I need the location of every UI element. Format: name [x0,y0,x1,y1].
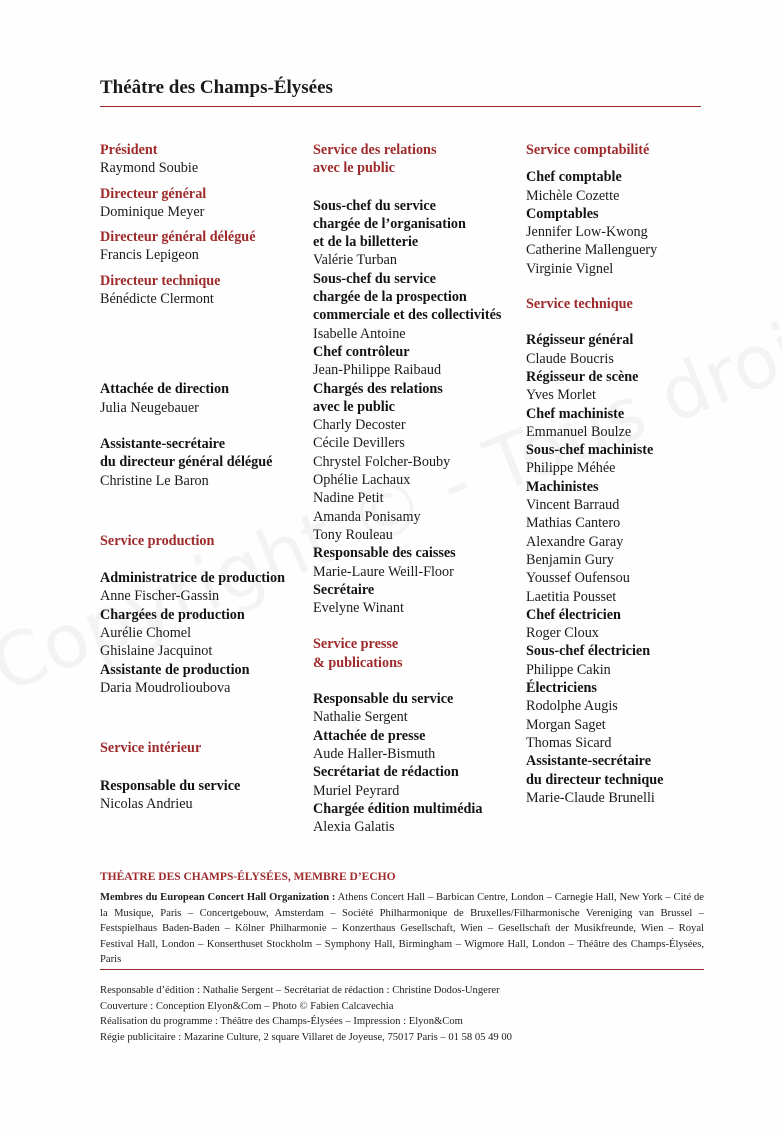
echo-heading: THÉATRE DES CHAMPS-ÉLYSÉES, MEMBRE D’ECHO [100,871,396,883]
credit-line: Régie publicitaire : Mazarine Culture, 2 square Villaret de Joyeuse, 75017 Paris – 01 58 05 49 00 [100,1031,512,1043]
job-title: Secrétariat de rédaction [313,764,459,781]
staff-name: Nathalie Sergent [313,709,408,726]
staff-name: Catherine Mallenguery [526,242,658,259]
role-heading: Directeur général délégué [100,229,256,246]
staff-name: Marie-Claude Brunelli [526,789,655,806]
staff-name: Valérie Turban [313,252,397,269]
credit-line: Couverture : Conception Elyon&Com – Photo © Fabien Calcavechia [100,1000,394,1012]
staff-name: Virginie Vignel [526,260,614,277]
job-title: Attachée de presse [313,727,426,744]
spacer [100,221,300,228]
spacer [100,308,300,380]
job-title: Assistante-secrétaire [526,753,652,770]
spacer [100,758,300,777]
job-title: Responsable du service [100,777,241,794]
staff-name: Daria Moudrolioubova [100,679,231,696]
staff-column-2 [313,141,513,836]
spacer [313,617,513,635]
job-title: chargée de l’organisation [313,215,466,232]
staff-name: Benjamin Gury [526,551,614,568]
staff-name: Tony Rouleau [313,526,393,543]
job-title: Chef machiniste [526,405,625,422]
staff-name: Rodolphe Augis [526,698,618,715]
job-title: Comptables [526,205,599,222]
staff-name: Emmanuel Boulze [526,423,632,440]
role-heading: Directeur général [100,185,207,202]
job-title: Assistante de production [100,661,250,678]
job-title: du directeur général délégué [100,454,273,471]
credits [100,983,704,1045]
staff-name: Muriel Peyrard [313,782,400,799]
staff-name: Laetitia Pousset [526,588,617,605]
spacer [526,159,726,168]
job-title: Machinistes [526,478,599,495]
job-title: Sous-chef du service [313,197,436,214]
section-heading: Service des relations [313,142,437,158]
job-title: Sous-chef électricien [526,643,651,660]
job-title: Régisseur général [526,332,634,349]
staff-name: Julia Neugebauer [100,399,199,416]
job-title: Secrétaire [313,581,375,598]
job-title: Sous-chef du service [313,270,436,287]
section-heading: Service intérieur [100,740,202,757]
staff-name: Ophélie Lachaux [313,472,411,489]
staff-name: Philippe Cakin [526,661,611,678]
job-title: du directeur technique [526,771,664,788]
staff-name: Dominique Meyer [100,203,205,220]
staff-name: Philippe Méhée [526,460,616,477]
job-title: et de la billetterie [313,234,419,251]
spacer [100,265,300,272]
staff-name: Christine Le Baron [100,472,209,489]
staff-name: Alexia Galatis [313,819,395,836]
staff-name: Mathias Cantero [526,515,621,532]
staff-name: Charly Decoster [313,417,406,434]
staff-name: Aude Haller-Bismuth [313,745,436,762]
section-heading: Service comptabilité [526,142,650,158]
staff-name: Morgan Saget [526,716,606,733]
staff-name: Yves Morlet [526,387,596,404]
section-heading: Service production [100,532,215,549]
staff-name: Claude Boucris [526,350,614,367]
spacer [313,672,513,690]
job-title: commerciale et des collectivités [313,307,502,324]
staff-name: Cécile Devillers [313,435,405,452]
staff-name: Vincent Barraud [526,497,620,514]
job-title: Chargée édition multimédia [313,800,483,817]
spacer [100,178,300,185]
staff-name: Nicolas Andrieu [100,795,193,812]
echo-members [100,890,704,968]
credit-line: Responsable d’édition : Nathalie Sergent – Secrétariat de rédaction : Christine Dodos-Ungerer [100,985,500,996]
credits-divider [100,969,704,970]
spacer [526,278,726,295]
staff-name: Nadine Petit [313,490,384,507]
page-title: Théâtre des Champs-Élysées [100,77,333,98]
echo-list: Athens Concert Hall – Barbican Centre, London – Carnegie Hall, New York – Cité de la Musique, Paris – Concertgebouw, Amsterdam – Société Philharmonique de Bruxelles/Filharmonische Vereniging van Brussel – Festspielhaus Baden-Baden – Kölner Philharmonie – Konzerthaus Gesellschaft, Wien – Gesellschaft der Musikfreunde, Wien – Royal Festival Hall, London – Konserthuset Stockholm – Symphony Hall, Birmingham – Wigmore Hall, London – Théâtre des Champs-Élysées, Paris [100,892,704,966]
staff-name: Bénédicte Clermont [100,291,214,308]
staff-column-3 [526,141,726,807]
staff-name: Evelyne Winant [313,600,404,617]
staff-name: Francis Lepigeon [100,247,199,264]
job-title: Chargées de production [100,606,245,623]
job-title: Assistante-secrétaire [100,435,226,452]
staff-name: Jean-Philippe Raibaud [313,362,442,379]
section-heading: Service technique [526,296,633,313]
staff-name: Roger Cloux [526,625,599,642]
role-heading: Président [100,142,158,158]
job-title: Administratrice de production [100,570,285,587]
staff-name: Marie-Laure Weill-Floor [313,563,454,580]
job-title: Sous-chef machiniste [526,442,654,459]
credit-line: Réalisation du programme : Théâtre des Champs-Élysées – Impression : Elyon&Com [100,1016,463,1028]
job-title: chargée de la prospection [313,289,467,306]
job-title: Chef comptable [526,169,622,186]
staff-name: Thomas Sicard [526,734,612,751]
job-title: Chef électricien [526,606,621,623]
job-title: avec le public [313,398,395,415]
spacer [100,550,300,569]
staff-name: Isabelle Antoine [313,325,406,342]
section-heading: avec le public [313,160,395,177]
staff-name: Amanda Ponisamy [313,508,421,525]
spacer [100,490,300,532]
job-title: Régisseur de scène [526,368,639,385]
staff-name: Aurélie Chomel [100,625,192,642]
job-title: Attachée de direction [100,381,229,398]
job-title: Électriciens [526,680,597,697]
staff-name: Chrystel Folcher-Bouby [313,453,451,470]
job-title: Chargés des relations [313,380,443,397]
job-title: Chef contrôleur [313,343,410,360]
staff-name: Anne Fischer-Gassin [100,588,220,605]
staff-name: Raymond Soubie [100,160,199,177]
staff-name: Jennifer Low-Kwong [526,224,648,241]
spacer [100,417,300,435]
job-title: Responsable des caisses [313,545,456,562]
staff-column-1 [100,141,300,813]
spacer [313,178,513,197]
staff-name: Youssef Oufensou [526,570,630,587]
section-heading: & publications [313,654,403,671]
job-title: Responsable du service [313,691,454,708]
section-heading: Service presse [313,636,399,653]
spacer [100,697,300,739]
staff-name: Michèle Cozette [526,187,620,204]
staff-name: Alexandre Garay [526,533,624,550]
spacer [526,313,726,331]
staff-name: Ghislaine Jacquinot [100,643,213,660]
title-divider [100,106,701,107]
echo-lead: Membres du European Concert Hall Organization : [100,892,336,903]
role-heading: Directeur technique [100,272,221,289]
